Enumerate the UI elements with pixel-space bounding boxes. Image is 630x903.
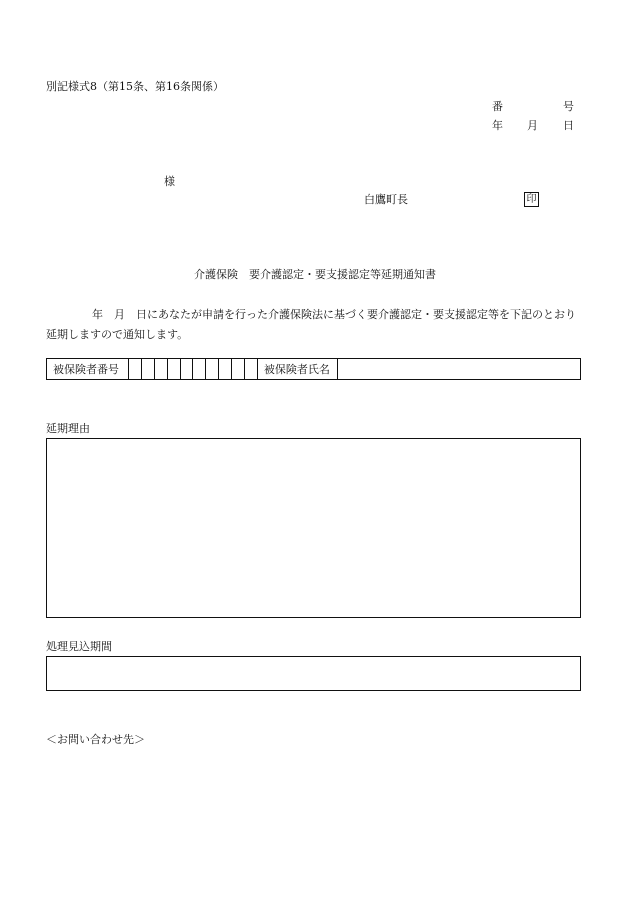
insured-number-digit-cell: [232, 359, 245, 379]
insured-number-digit-cell: [181, 359, 194, 379]
document-number-label-left: 番: [492, 100, 503, 113]
insured-number-digit-cell: [168, 359, 181, 379]
insured-number-digit-cell: [193, 359, 206, 379]
form-reference: 別記様式8（第15条、第16条関係）: [46, 80, 224, 93]
processing-period-label: 処理見込期間: [46, 640, 112, 653]
date-day-label: 日: [563, 119, 574, 132]
insured-number-digit-cell: [245, 359, 258, 379]
postponement-reason-box: [46, 438, 581, 618]
insured-number-digit-cell: [206, 359, 219, 379]
insured-number-digit-cell: [219, 359, 232, 379]
insured-info-table: [46, 358, 581, 380]
date-year-label: 年: [492, 119, 503, 132]
contact-label: ＜お問い合わせ先＞: [46, 733, 145, 746]
addressee-suffix: 様: [164, 175, 175, 188]
insured-number-digit-cell: [155, 359, 168, 379]
insured-number-digit-cell: [142, 359, 155, 379]
notice-body-text: 年 月 日にあなたが申請を行った介護保険法に基づく要介護認定・要支援認定等を下記のとおり延期しますので通知します。: [46, 308, 576, 341]
processing-period-box: [46, 656, 581, 691]
document-title: 介護保険 要介護認定・要支援認定等延期通知書: [194, 268, 436, 281]
insured-name-value: [338, 359, 580, 379]
insured-name-label: 被保険者氏名: [258, 359, 338, 379]
seal-stamp-icon: 印: [524, 192, 539, 207]
document-number-label-right: 号: [563, 100, 574, 113]
postponement-reason-label: 延期理由: [46, 422, 90, 435]
insured-number-label: 被保険者番号: [47, 359, 129, 379]
insured-number-digit-cell: [129, 359, 142, 379]
issuer-name: 白鷹町長: [364, 193, 408, 206]
date-month-label: 月: [527, 119, 538, 132]
